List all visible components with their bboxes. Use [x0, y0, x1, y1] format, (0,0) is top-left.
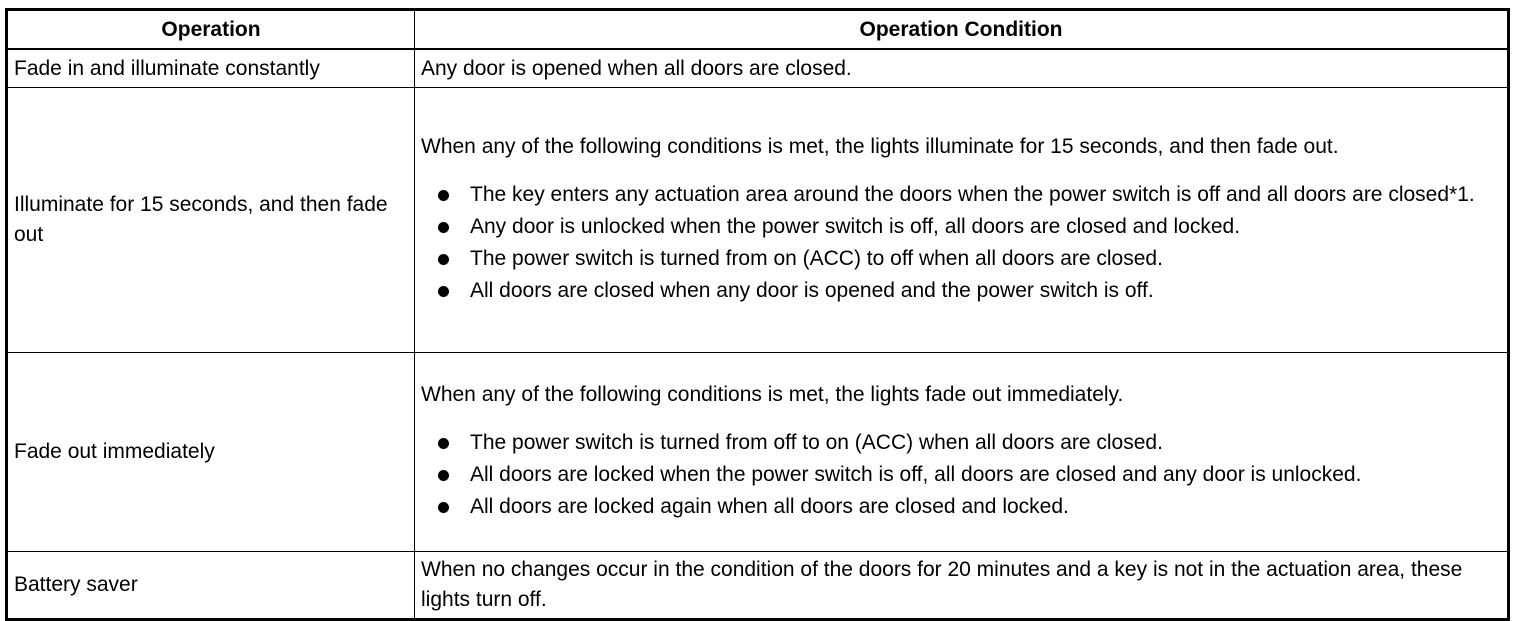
operation-table	[5, 8, 1510, 621]
operation-cell: Fade out immediately	[7, 353, 415, 552]
condition-text: All doors are locked again when all doors are closed and locked.	[470, 495, 1069, 518]
condition-cell	[415, 88, 1509, 353]
condition-text: The power switch is turned from on (ACC) to off when all doors are closed.	[470, 247, 1163, 270]
table-row	[7, 88, 1509, 353]
table-row	[7, 353, 1509, 552]
condition-text: The power switch is turned from off to on (ACC) when all doors are closed.	[470, 431, 1163, 454]
list-item	[421, 428, 1507, 458]
bullet-icon	[438, 190, 449, 201]
header-operation: Operation	[7, 10, 415, 50]
condition-cell	[415, 49, 1509, 88]
header-row	[7, 10, 1509, 50]
bullet-icon	[438, 470, 449, 481]
condition-intro: Any door is opened when all doors are closed.	[421, 56, 852, 80]
list-item	[421, 212, 1507, 242]
operation-cell: Battery saver	[7, 552, 415, 620]
condition-text: All doors are locked when the power switch is off, all doors are closed and any door is unlocked.	[470, 463, 1362, 486]
condition-cell	[415, 552, 1509, 620]
table-row	[7, 49, 1509, 88]
bullet-icon	[438, 286, 449, 297]
condition-text: The key enters any actuation area around the doors when the power switch is off and all doors are closed*1.	[470, 183, 1475, 206]
list-item	[421, 244, 1507, 274]
operation-cell: Illuminate for 15 seconds, and then fade out	[7, 88, 415, 353]
condition-list	[421, 428, 1507, 522]
list-item	[421, 180, 1507, 210]
condition-list	[421, 180, 1507, 306]
condition-cell	[415, 353, 1509, 552]
list-item	[421, 460, 1507, 490]
condition-intro: When any of the following conditions is met, the lights fade out immediately.	[421, 383, 1124, 406]
table-row	[7, 552, 1509, 620]
list-item	[421, 492, 1507, 522]
condition-intro: When no changes occur in the condition of the doors for 20 minutes and a key is not in the actuation area, these lights turn off.	[421, 558, 1463, 611]
bullet-icon	[438, 502, 449, 513]
bullet-icon	[438, 222, 449, 233]
bullet-icon	[438, 254, 449, 265]
condition-text: Any door is unlocked when the power switch is off, all doors are closed and locked.	[470, 215, 1241, 238]
list-item	[421, 276, 1507, 306]
condition-intro: When any of the following conditions is met, the lights illuminate for 15 seconds, and then fade out.	[421, 135, 1339, 158]
condition-text: All doors are closed when any door is opened and the power switch is off.	[470, 279, 1154, 302]
bullet-icon	[438, 438, 449, 449]
header-operation-condition: Operation Condition	[415, 10, 1509, 50]
operation-cell: Fade in and illuminate constantly	[7, 49, 415, 88]
